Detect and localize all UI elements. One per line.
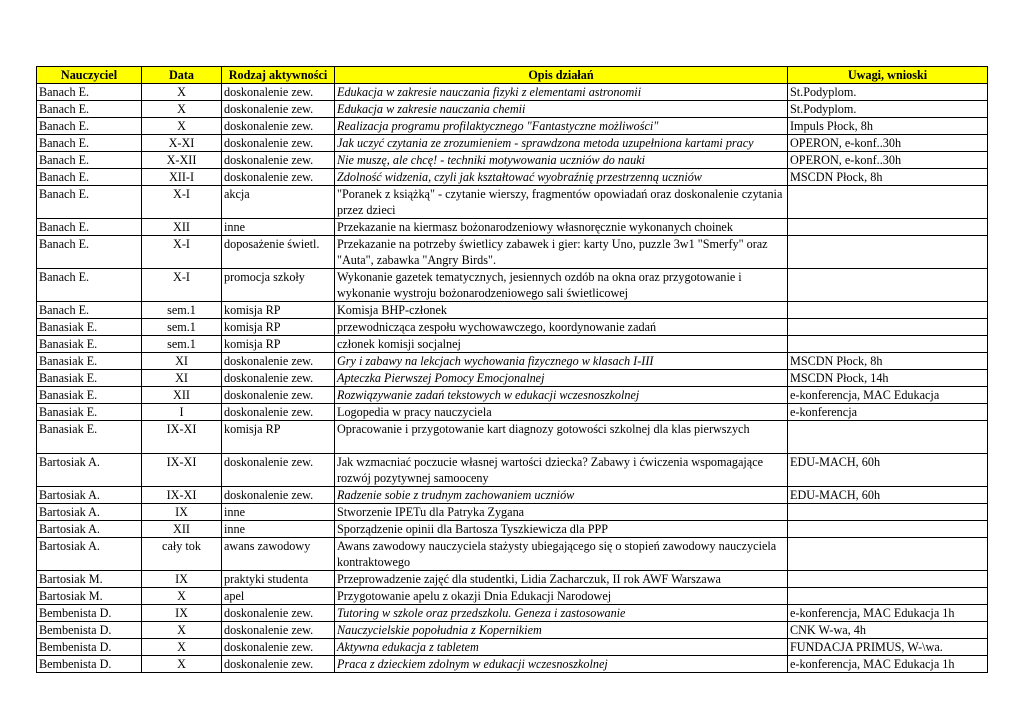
description-cell[interactable]: Przekazanie na kiermasz bożonarodzeniowy własnoręcznie wykonanych choinek <box>335 219 788 236</box>
table-body <box>37 84 988 673</box>
remarks-cell[interactable] <box>788 588 988 605</box>
activity-type-cell[interactable]: doskonalenie zew. <box>222 101 335 118</box>
date-cell[interactable]: IX-XI <box>142 487 222 504</box>
teacher-cell[interactable]: Banach E. <box>37 236 142 269</box>
date-cell[interactable]: X-I <box>142 186 222 219</box>
activity-type-cell[interactable]: awans zawodowy <box>222 538 335 571</box>
date-cell[interactable]: X-I <box>142 236 222 269</box>
teacher-cell[interactable]: Bembenista D. <box>37 622 142 639</box>
date-cell[interactable]: X <box>142 118 222 135</box>
table-row <box>37 101 988 118</box>
activity-type-cell[interactable]: inne <box>222 504 335 521</box>
date-cell[interactable]: X-XI <box>142 135 222 152</box>
description-cell[interactable]: Logopedia w pracy nauczyciela <box>335 404 788 421</box>
teacher-cell[interactable]: Banach E. <box>37 135 142 152</box>
teacher-cell[interactable]: Banasiak E. <box>37 353 142 370</box>
table-row <box>37 186 988 219</box>
remarks-cell[interactable]: MSCDN Płock, 8h <box>788 169 988 186</box>
activity-type-cell[interactable]: inne <box>222 521 335 538</box>
activity-type-cell[interactable]: doskonalenie zew. <box>222 622 335 639</box>
teacher-cell[interactable]: Banasiak E. <box>37 404 142 421</box>
date-cell[interactable]: X <box>142 84 222 101</box>
description-cell[interactable]: Sporządzenie opinii dla Bartosza Tyszkiewicza dla PPP <box>335 521 788 538</box>
activity-type-cell[interactable]: komisja RP <box>222 302 335 319</box>
table-row <box>37 454 988 487</box>
teacher-cell[interactable]: Banasiak E. <box>37 421 142 454</box>
remarks-cell[interactable] <box>788 302 988 319</box>
table-row <box>37 84 988 101</box>
teacher-cell[interactable]: Banach E. <box>37 118 142 135</box>
description-cell[interactable]: Edukacja w zakresie nauczania chemii <box>335 101 788 118</box>
teacher-cell[interactable]: Banasiak E. <box>37 387 142 404</box>
remarks-cell[interactable]: FUNDACJA PRIMUS, W-\wa. <box>788 639 988 656</box>
teacher-cell[interactable]: Bartosiak A. <box>37 538 142 571</box>
teacher-cell[interactable]: Banach E. <box>37 169 142 186</box>
activity-type-cell[interactable]: doskonalenie zew. <box>222 605 335 622</box>
description-cell[interactable]: Realizacja programu profilaktycznego "Fantastyczne możliwości" <box>335 118 788 135</box>
date-cell[interactable]: XII-I <box>142 169 222 186</box>
date-cell[interactable]: sem.1 <box>142 302 222 319</box>
header-teacher[interactable]: Nauczyciel <box>37 67 142 84</box>
table-row <box>37 521 988 538</box>
description-cell[interactable]: "Poranek z książką" - czytanie wierszy, fragmentów opowiadań oraz doskonalenie czytania przez dzieci <box>335 186 788 219</box>
teacher-cell[interactable]: Banach E. <box>37 186 142 219</box>
teacher-cell[interactable]: Banach E. <box>37 152 142 169</box>
teacher-cell[interactable]: Banach E. <box>37 84 142 101</box>
description-cell[interactable]: Gry i zabawy na lekcjach wychowania fizycznego w klasach I-III <box>335 353 788 370</box>
date-cell[interactable]: cały tok <box>142 538 222 571</box>
activity-type-cell[interactable]: praktyki studenta <box>222 571 335 588</box>
date-cell[interactable]: X <box>142 622 222 639</box>
description-cell[interactable]: Przeprowadzenie zajęć dla studentki, Lidia Zacharczuk, II rok AWF Warszawa <box>335 571 788 588</box>
activity-type-cell[interactable]: doskonalenie zew. <box>222 656 335 673</box>
date-cell[interactable]: X <box>142 101 222 118</box>
table-row <box>37 135 988 152</box>
remarks-cell[interactable]: e-konferencja, MAC Edukacja 1h <box>788 605 988 622</box>
remarks-cell[interactable] <box>788 421 988 454</box>
table-row <box>37 236 988 269</box>
date-cell[interactable]: XI <box>142 353 222 370</box>
description-cell[interactable]: Radzenie sobie z trudnym zachowaniem uczniów <box>335 487 788 504</box>
remarks-cell[interactable]: OPERON, e-konf..30h <box>788 152 988 169</box>
date-cell[interactable]: XI <box>142 370 222 387</box>
description-cell[interactable]: Edukacja w zakresie nauczania fizyki z elementami astronomii <box>335 84 788 101</box>
date-cell[interactable]: IX-XI <box>142 421 222 454</box>
date-cell[interactable]: X <box>142 588 222 605</box>
teacher-cell[interactable]: Bembenista D. <box>37 656 142 673</box>
description-cell[interactable]: Jak wzmacniać poczucie własnej wartości dziecka? Zabawy i ćwiczenia wspomagające rozwój pozytywnej samooceny <box>335 454 788 487</box>
remarks-cell[interactable]: OPERON, e-konf..30h <box>788 135 988 152</box>
date-cell[interactable]: sem.1 <box>142 319 222 336</box>
remarks-cell[interactable]: e-konferencja <box>788 404 988 421</box>
remarks-cell[interactable] <box>788 521 988 538</box>
table-row <box>37 387 988 404</box>
remarks-cell[interactable]: MSCDN Płock, 14h <box>788 370 988 387</box>
table-row <box>37 504 988 521</box>
remarks-cell[interactable] <box>788 269 988 302</box>
table-row <box>37 302 988 319</box>
description-cell[interactable]: Zdolność widzenia, czyli jak kształtować wyobraźnię przestrzenną uczniów <box>335 169 788 186</box>
teacher-cell[interactable]: Bartosiak A. <box>37 487 142 504</box>
description-cell[interactable]: Tutoring w szkole oraz przedszkolu. Geneza i zastosowanie <box>335 605 788 622</box>
teacher-cell[interactable]: Banasiak E. <box>37 370 142 387</box>
description-cell[interactable]: Awans zawodowy nauczyciela stażysty ubiegającego się o stopień zawodowy nauczyciela kontraktowego <box>335 538 788 571</box>
description-cell[interactable]: Nauczycielskie popołudnia z Kopernikiem <box>335 622 788 639</box>
table-row <box>37 269 988 302</box>
date-cell[interactable]: IX <box>142 571 222 588</box>
description-cell[interactable]: Wykonanie gazetek tematycznych, jesiennych ozdób na okna oraz przygotowanie i wykonanie wystroju bożonarodzeniowego sali świetlicowej <box>335 269 788 302</box>
date-cell[interactable]: XII <box>142 521 222 538</box>
remarks-cell[interactable] <box>788 319 988 336</box>
description-cell[interactable]: Jak uczyć czytania ze zrozumieniem - sprawdzona metoda uzupełniona kartami pracy <box>335 135 788 152</box>
remarks-cell[interactable]: Impuls Płock, 8h <box>788 118 988 135</box>
activity-type-cell[interactable]: doskonalenie zew. <box>222 404 335 421</box>
remarks-cell[interactable] <box>788 336 988 353</box>
table-row <box>37 169 988 186</box>
date-cell[interactable]: X-XII <box>142 152 222 169</box>
header-date[interactable]: Data <box>142 67 222 84</box>
activity-type-cell[interactable]: doskonalenie zew. <box>222 454 335 487</box>
description-cell[interactable]: Apteczka Pierwszej Pomocy Emocjonalnej <box>335 370 788 387</box>
table-row <box>37 622 988 639</box>
teacher-cell[interactable]: Banach E. <box>37 269 142 302</box>
teacher-cell[interactable]: Banach E. <box>37 101 142 118</box>
activity-type-cell[interactable]: doskonalenie zew. <box>222 370 335 387</box>
table-row <box>37 353 988 370</box>
date-cell[interactable]: I <box>142 404 222 421</box>
description-cell[interactable]: Komisja BHP-członek <box>335 302 788 319</box>
activity-type-cell[interactable]: doposażenie świetl. <box>222 236 335 269</box>
remarks-cell[interactable]: MSCDN Płock, 8h <box>788 353 988 370</box>
table-row <box>37 571 988 588</box>
teacher-cell[interactable]: Bembenista D. <box>37 639 142 656</box>
activity-type-cell[interactable]: inne <box>222 219 335 236</box>
table-row <box>37 538 988 571</box>
remarks-cell[interactable]: e-konferencja, MAC Edukacja <box>788 387 988 404</box>
date-cell[interactable]: IX-XI <box>142 454 222 487</box>
activity-type-cell[interactable]: komisja RP <box>222 421 335 454</box>
remarks-cell[interactable]: CNK W-wa, 4h <box>788 622 988 639</box>
remarks-cell[interactable]: EDU-MACH, 60h <box>788 454 988 487</box>
description-cell[interactable]: członek komisji socjalnej <box>335 336 788 353</box>
activity-type-cell[interactable]: doskonalenie zew. <box>222 84 335 101</box>
remarks-cell[interactable] <box>788 571 988 588</box>
table-row <box>37 336 988 353</box>
activity-type-cell[interactable]: doskonalenie zew. <box>222 387 335 404</box>
activity-type-cell[interactable]: promocja szkoły <box>222 269 335 302</box>
date-cell[interactable]: XII <box>142 219 222 236</box>
table-row <box>37 219 988 236</box>
remarks-cell[interactable] <box>788 538 988 571</box>
activity-type-cell[interactable]: doskonalenie zew. <box>222 353 335 370</box>
description-cell[interactable]: Stworzenie IPETu dla Patryka Zygana <box>335 504 788 521</box>
teacher-cell[interactable]: Banach E. <box>37 302 142 319</box>
activity-type-cell[interactable]: komisja RP <box>222 319 335 336</box>
header-row <box>37 67 988 84</box>
description-cell[interactable]: Przygotowanie apelu z okazji Dnia Edukacji Narodowej <box>335 588 788 605</box>
table-row <box>37 421 988 454</box>
header-remarks[interactable]: Uwagi, wnioski <box>788 67 988 84</box>
remarks-cell[interactable] <box>788 219 988 236</box>
description-cell[interactable]: Przekazanie na potrzeby świetlicy zabawek i gier: karty Uno, puzzle 3w1 "Smerfy" oraz "Auta", zabawka "Angry Birds". <box>335 236 788 269</box>
activity-type-cell[interactable]: komisja RP <box>222 336 335 353</box>
header-description[interactable]: Opis działań <box>335 67 788 84</box>
table-row <box>37 588 988 605</box>
date-cell[interactable]: X <box>142 639 222 656</box>
activity-type-cell[interactable]: doskonalenie zew. <box>222 639 335 656</box>
remarks-cell[interactable]: St.Podyplom. <box>788 101 988 118</box>
teacher-cell[interactable]: Bartosiak M. <box>37 571 142 588</box>
description-cell[interactable]: przewodnicząca zespołu wychowawczego, koordynowanie zadań <box>335 319 788 336</box>
table-row <box>37 319 988 336</box>
table-row <box>37 605 988 622</box>
teacher-cell[interactable]: Bartosiak M. <box>37 588 142 605</box>
remarks-cell[interactable] <box>788 236 988 269</box>
teacher-cell[interactable]: Banach E. <box>37 219 142 236</box>
remarks-cell[interactable]: St.Podyplom. <box>788 84 988 101</box>
date-cell[interactable]: X <box>142 656 222 673</box>
remarks-cell[interactable] <box>788 186 988 219</box>
table-row <box>37 404 988 421</box>
activity-type-cell[interactable]: doskonalenie zew. <box>222 169 335 186</box>
teacher-cell[interactable]: Bembenista D. <box>37 605 142 622</box>
teacher-cell[interactable]: Banasiak E. <box>37 336 142 353</box>
date-cell[interactable]: X-I <box>142 269 222 302</box>
table-row <box>37 370 988 387</box>
table-row <box>37 656 988 673</box>
header-activity-type[interactable]: Rodzaj aktywności <box>222 67 335 84</box>
teacher-cell[interactable]: Bartosiak A. <box>37 521 142 538</box>
date-cell[interactable]: XII <box>142 387 222 404</box>
table-row <box>37 487 988 504</box>
description-cell[interactable]: Praca z dzieckiem zdolnym w edukacji wczesnoszkolnej <box>335 656 788 673</box>
table-row <box>37 152 988 169</box>
activity-table <box>36 66 988 673</box>
description-cell[interactable]: Nie muszę, ale chcę! - techniki motywowania uczniów do nauki <box>335 152 788 169</box>
activity-type-cell[interactable]: doskonalenie zew. <box>222 152 335 169</box>
remarks-cell[interactable]: EDU-MACH, 60h <box>788 487 988 504</box>
table-row <box>37 639 988 656</box>
remarks-cell[interactable] <box>788 504 988 521</box>
activity-type-cell[interactable]: apel <box>222 588 335 605</box>
remarks-cell[interactable]: e-konferencja, MAC Edukacja 1h <box>788 656 988 673</box>
description-cell[interactable]: Rozwiązywanie zadań tekstowych w edukacji wczesnoszkolnej <box>335 387 788 404</box>
date-cell[interactable]: sem.1 <box>142 336 222 353</box>
description-cell[interactable]: Aktywna edukacja z tabletem <box>335 639 788 656</box>
activity-type-cell[interactable]: akcja <box>222 186 335 219</box>
description-cell[interactable]: Opracowanie i przygotowanie kart diagnozy gotowości szkolnej dla klas pierwszych <box>335 421 788 454</box>
date-cell[interactable]: IX <box>142 605 222 622</box>
teacher-cell[interactable]: Banasiak E. <box>37 319 142 336</box>
date-cell[interactable]: IX <box>142 504 222 521</box>
activity-type-cell[interactable]: doskonalenie zew. <box>222 118 335 135</box>
teacher-cell[interactable]: Bartosiak A. <box>37 454 142 487</box>
teacher-cell[interactable]: Bartosiak A. <box>37 504 142 521</box>
table-row <box>37 118 988 135</box>
activity-type-cell[interactable]: doskonalenie zew. <box>222 135 335 152</box>
activity-type-cell[interactable]: doskonalenie zew. <box>222 487 335 504</box>
